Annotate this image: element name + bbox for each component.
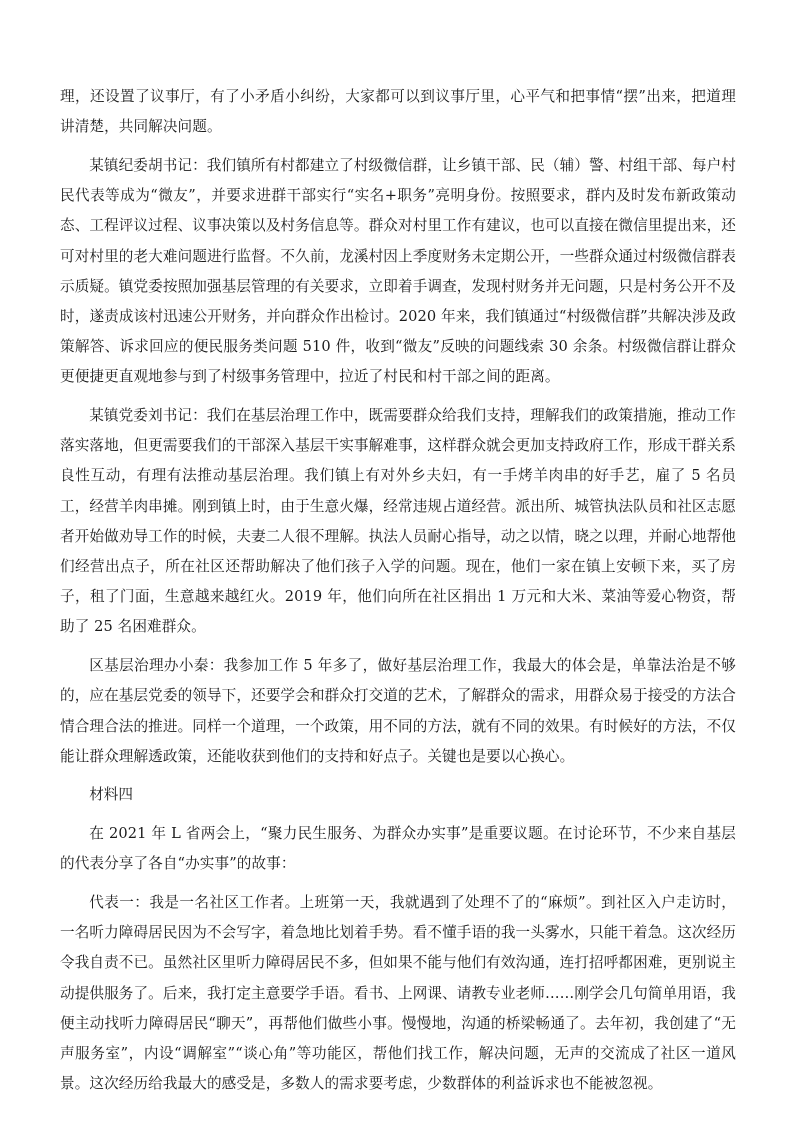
paragraph-hu-secretary: 某镇纪委胡书记：我们镇所有村都建立了村级微信群，让乡镇干部、民（辅）警、村组干部、每户村民代表等成为“微友”，并要求进群干部实行“实名+职务”亮明身份。按照要求，群内及时发布新政策动态、工程评议过程、议事决策以及村务信息等。群众对村里工作有建议，也可以直接在微信里提出来，还可对村里的老大难问题进行监督。不久前，龙溪村因上季度财务未定期公开，一些群众通过村级微信群表示质疑。镇党委按照加强基层管理的有关要求，立即着手调查，发现村财务并无问题，只是村务公开不及时，遂责成该村迅速公开财务，并向群众作出检讨。2020 年来，我们镇通过“村级微信群”共解决涉及政策解答、诉求回应的便民服务类问题 510 件，收到“微友”反映的问题线索 30 余条。村级微信群让群众更便捷更直观地参与到了村级事务管理中，拉近了村民和村干部之间的距离。 [60,156,736,386]
paragraph-two-sessions-intro: 在 2021 年 L 省两会上，“聚力民生服务、为群众办实事”是重要议题。在讨论环节，不少来自基层的代表分享了各自“办实事”的故事： [60,825,736,873]
paragraph-representative-one: 代表一：我是一名社区工作者。上班第一天，我就遇到了处理不了的“麻烦”。到社区入户走访时，一名听力障碍居民因为不会写字，着急地比划着手势。看不懂手语的我一头雾水，只能干着急。这次经历令我自责不已。虽然社区里听力障碍居民不多，但如果不能与他们有效沟通，连打招呼都困难，更别说主动提供服务了。后来，我打定主意要学手语。看书、上网课、请教专业老师……刚学会几句简单用语，我便主动找听力障碍居民“聊天”，再帮他们做些小事。慢慢地，沟通的桥梁畅通了。去年初，我创建了“无声服务室”，内设“调解室”“谈心角”等功能区，帮他们找工作，解决问题，无声的交流成了社区一道风景。这次经历给我最大的感受是，多数人的需求要考虑，少数群体的利益诉求也不能被忽视。 [60,894,736,1093]
paragraph-continuation: 理，还设置了议事厅，有了小矛盾小纠纷，大家都可以到议事厅里，心平气和把事情“摆”出来，把道理讲清楚，共同解决问题。 [60,88,736,136]
paragraph-xiao-qin: 区基层治理办小秦：我参加工作 5 年多了，做好基层治理工作，我最大的体会是，单靠法治是不够的，应在基层党委的领导下，还要学会和群众打交道的艺术，了解群众的需求，用群众易于接受的方法合情合理合法的推进。同样一个道理，一个政策，用不同的方法，就有不同的效果。有时候好的方法，不仅能让群众理解透政策，还能收获到他们的支持和好点子。关键也是要以心换心。 [60,657,736,765]
paragraph-liu-secretary: 某镇党委刘书记：我们在基层治理工作中，既需要群众给我们支持，理解我们的政策措施，推动工作落实落地，但更需要我们的干部深入基层干实事解难事，这样群众就会更加支持政府工作，形成干群关系良性互动，有理有法推动基层治理。我们镇上有对外乡夫妇，有一手烤羊肉串的好手艺，雇了 5 名员工，经营羊肉串摊。刚到镇上时，由于生意火爆，经常违规占道经营。派出所、城管执法队员和社区志愿者开始做劝导工作的时候，夫妻二人很不理解。执法人员耐心指导，动之以情，晓之以理，并耐心地帮他们经营出点子，所在社区还帮助解决了他们孩子入学的问题。现在，他们一家在镇上安顿下来，买了房子，租了门面，生意越来越红火。2019 年，他们向所在社区捐出 1 万元和大米、菜油等爱心物资，帮助了 25 名困难群众。 [60,407,736,636]
section-heading-material-four: 材料四 [89,786,133,804]
document-page [60,82,736,1108]
